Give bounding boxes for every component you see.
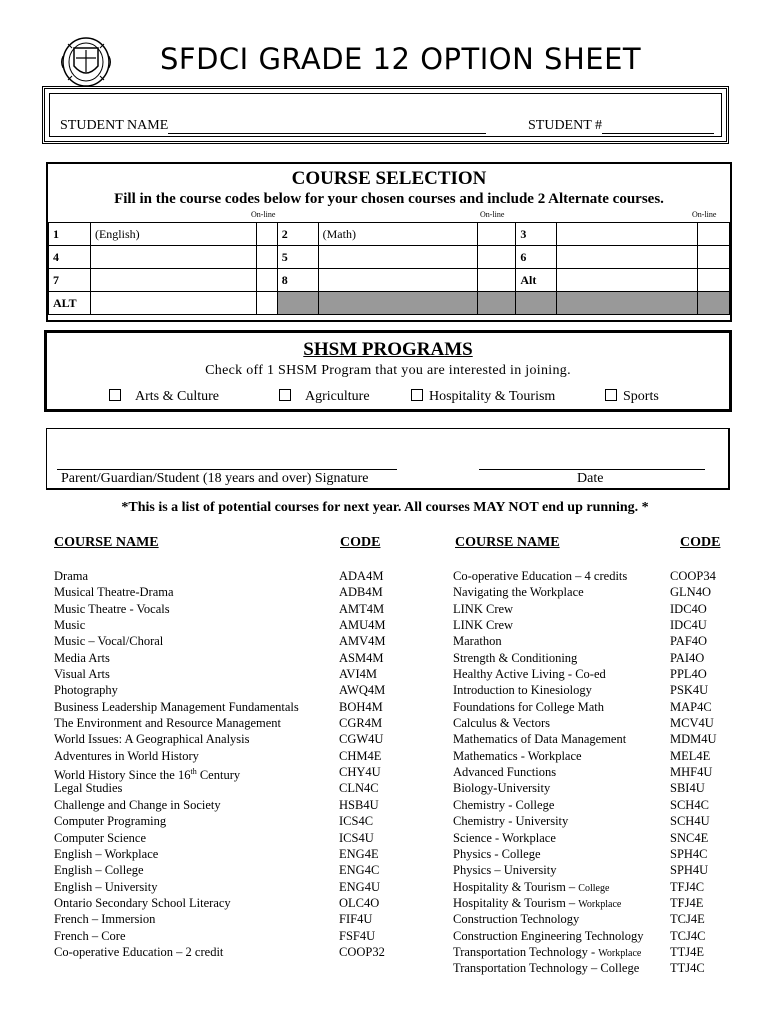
- course-code: MAP4C: [670, 699, 712, 714]
- course-name: Introduction to Kinesiology: [453, 683, 592, 698]
- slot-number: 5: [277, 246, 318, 269]
- course-name: LINK Crew: [453, 601, 514, 616]
- slot-number: 1: [49, 223, 91, 246]
- course-name: Music – Vocal/Choral: [54, 634, 164, 649]
- course-code: AWQ4M: [339, 683, 386, 698]
- right-course-names: [453, 568, 644, 977]
- online-checkbox[interactable]: [697, 246, 729, 269]
- course-code: COOP34: [670, 569, 716, 583]
- course-name: Computer Programing: [54, 814, 167, 829]
- shsm-programs-box: [44, 330, 732, 412]
- course-name: Challenge and Change in Society: [54, 797, 221, 812]
- course-code: MDM4U: [670, 732, 717, 747]
- course-code: TTJ4E: [670, 944, 705, 959]
- course-code: SCH4U: [670, 814, 710, 829]
- course-name: Construction Technology: [453, 912, 580, 927]
- date-field[interactable]: [479, 469, 705, 470]
- course-code: TFJ4E: [670, 895, 704, 910]
- course-name: Legal Studies: [54, 781, 123, 796]
- course-code: AMT4M: [339, 601, 385, 616]
- slot-number: Alt: [516, 269, 557, 292]
- shsm-option-agriculture[interactable]: Agriculture: [279, 389, 370, 405]
- course-code: PAI4O: [670, 650, 705, 665]
- student-name-label: STUDENT NAME: [60, 118, 169, 133]
- course-code: IDC4O: [670, 601, 707, 616]
- online-checkbox[interactable]: [478, 269, 516, 292]
- course-code: CGW4U: [339, 732, 384, 747]
- course-code: SCH4C: [670, 797, 709, 812]
- slot-number: 8: [277, 269, 318, 292]
- course-code: IDC4U: [670, 618, 707, 633]
- course-code-field[interactable]: [318, 269, 478, 292]
- student-number-label: STUDENT #: [528, 118, 603, 133]
- online-checkbox[interactable]: [478, 223, 516, 246]
- course-code: MEL4E: [670, 748, 711, 763]
- course-code: CGR4M: [339, 716, 383, 731]
- course-name: Photography: [54, 683, 118, 698]
- course-code-field[interactable]: (English): [90, 223, 256, 246]
- slot-number: 3: [516, 223, 557, 246]
- online-checkbox[interactable]: [256, 269, 277, 292]
- table-row: [49, 223, 730, 246]
- course-name: Co-operative Education – 2 credit: [54, 944, 224, 959]
- slot-number: 4: [49, 246, 91, 269]
- course-selection-box: [46, 162, 732, 322]
- date-label: Date: [577, 471, 604, 486]
- course-name: English – College: [54, 863, 144, 878]
- course-code: ENG4C: [339, 863, 380, 878]
- course-name: The Environment and Resource Management: [54, 716, 282, 731]
- signature-field[interactable]: [57, 469, 397, 470]
- course-name: Drama: [54, 569, 89, 583]
- course-code-field[interactable]: [557, 246, 698, 269]
- alt-label: ALT: [49, 292, 91, 315]
- table-row: [49, 292, 730, 315]
- student-number-field[interactable]: [602, 133, 714, 134]
- left-course-codes: [339, 568, 386, 960]
- online-label-1: On-line: [251, 210, 276, 219]
- course-code: ASM4M: [339, 650, 384, 665]
- online-label-2: On-line: [480, 210, 505, 219]
- course-name: Adventures in World History: [54, 748, 199, 763]
- course-code: ADB4M: [339, 585, 383, 600]
- course-code: FIF4U: [339, 912, 373, 927]
- course-code: ICS4U: [339, 830, 374, 845]
- course-code: BOH4M: [339, 699, 383, 714]
- signature-box: [46, 428, 730, 490]
- left-code-header: CODE: [340, 535, 381, 550]
- table-row: [49, 269, 730, 292]
- course-name: Transportation Technology - Workplace: [453, 944, 642, 959]
- right-course-name-header: COURSE NAME: [455, 535, 560, 550]
- course-name: Chemistry - University: [453, 814, 569, 829]
- course-name: Transportation Technology – College: [453, 961, 640, 976]
- online-label-3: On-line: [692, 210, 717, 219]
- course-name: World Issues: A Geographical Analysis: [54, 732, 250, 747]
- course-code: CHM4E: [339, 748, 382, 763]
- course-name: Biology-University: [453, 781, 551, 796]
- online-checkbox[interactable]: [697, 269, 729, 292]
- course-name: Business Leadership Management Fundamentals: [54, 699, 299, 714]
- course-code: SPH4U: [670, 863, 709, 878]
- course-name: Mathematics of Data Management: [453, 732, 627, 747]
- course-name: Calculus & Vectors: [453, 716, 550, 731]
- course-code-field[interactable]: [557, 269, 698, 292]
- page-title: SFDCI GRADE 12 OPTION SHEET: [160, 42, 642, 76]
- course-code: ENG4E: [339, 846, 379, 861]
- course-selection-instructions: Fill in the course codes below for your chosen courses and include 2 Alternate courses.: [114, 191, 664, 207]
- course-selection-table: [48, 222, 730, 315]
- course-code: SBI4U: [670, 781, 705, 796]
- school-crest-icon: [60, 36, 112, 88]
- course-code: AMV4M: [339, 634, 386, 649]
- course-code: HSB4U: [339, 797, 379, 812]
- course-name: English – University: [54, 879, 158, 894]
- slot-number: 6: [516, 246, 557, 269]
- course-code: TCJ4E: [670, 912, 705, 927]
- course-code: PAF4O: [670, 634, 708, 649]
- course-name: Musical Theatre-Drama: [54, 585, 174, 600]
- course-code: ICS4C: [339, 814, 374, 829]
- course-code: SNC4E: [670, 830, 709, 845]
- left-course-name-header: COURSE NAME: [54, 535, 159, 550]
- course-code: MHF4U: [670, 765, 713, 780]
- shsm-option-hospitality-tourism[interactable]: Hospitality & Tourism: [411, 389, 555, 405]
- course-name: Marathon: [453, 634, 502, 649]
- course-name: Healthy Active Living - Co-ed: [453, 667, 606, 682]
- course-code: COOP32: [339, 944, 385, 959]
- course-code: CHY4U: [339, 765, 381, 780]
- course-name: Strength & Conditioning: [453, 650, 578, 665]
- course-name: Music Theatre - Vocals: [54, 601, 170, 616]
- course-name: LINK Crew: [453, 618, 514, 633]
- online-checkbox[interactable]: [478, 246, 516, 269]
- student-info-box: [42, 86, 729, 144]
- course-code: SPH4C: [670, 846, 708, 861]
- online-checkbox[interactable]: [256, 292, 277, 315]
- course-code: OLC4O: [339, 895, 380, 910]
- course-code-field[interactable]: [90, 269, 256, 292]
- course-name: Hospitality & Tourism – College: [453, 879, 610, 894]
- course-name: Navigating the Workplace: [453, 585, 584, 600]
- course-code: AVI4M: [339, 667, 377, 682]
- course-name: Mathematics - Workplace: [453, 748, 582, 763]
- left-course-names: [54, 568, 299, 960]
- course-name: French – Core: [54, 928, 126, 943]
- course-selection-heading: COURSE SELECTION: [291, 168, 487, 189]
- checkbox-icon[interactable]: [279, 389, 291, 401]
- course-name: World History Since the 16th Century: [54, 767, 241, 783]
- course-name: Visual Arts: [54, 667, 110, 682]
- right-code-header: CODE: [680, 535, 721, 550]
- right-course-codes: [670, 568, 717, 977]
- student-name-field[interactable]: [168, 133, 486, 134]
- checkbox-icon[interactable]: [411, 389, 423, 401]
- checkbox-icon[interactable]: [109, 389, 121, 401]
- course-name: Foundations for College Math: [453, 699, 605, 714]
- course-name: Hospitality & Tourism – Workplace: [453, 895, 622, 910]
- course-code: ADA4M: [339, 569, 384, 583]
- course-name: Physics – University: [453, 863, 557, 878]
- shsm-option-arts-culture[interactable]: Arts & Culture: [109, 389, 219, 405]
- course-name: Chemistry - College: [453, 797, 555, 812]
- course-name: Computer Science: [54, 830, 146, 845]
- course-name: Media Arts: [54, 650, 110, 665]
- course-name: Advanced Functions: [453, 765, 557, 780]
- slot-number: 7: [49, 269, 91, 292]
- online-checkbox[interactable]: [697, 223, 729, 246]
- course-code: ENG4U: [339, 879, 380, 894]
- shsm-option-sports[interactable]: Sports: [605, 389, 659, 405]
- course-code: GLN4O: [670, 585, 711, 600]
- course-name: French – Immersion: [54, 912, 156, 927]
- course-code-field[interactable]: (Math): [318, 223, 478, 246]
- course-code: AMU4M: [339, 618, 386, 633]
- course-code-field[interactable]: [90, 246, 256, 269]
- course-code: PPL4O: [670, 667, 707, 682]
- shsm-instructions: Check off 1 SHSM Program that you are interested in joining.: [205, 363, 571, 378]
- course-name: Co-operative Education – 4 credits: [453, 569, 628, 583]
- course-name: Construction Engineering Technology: [453, 928, 644, 943]
- checkbox-icon[interactable]: [605, 389, 617, 401]
- course-code-field[interactable]: [557, 223, 698, 246]
- online-checkbox[interactable]: [256, 223, 277, 246]
- course-code: TCJ4C: [670, 928, 706, 943]
- course-name: Music: [54, 618, 86, 633]
- course-name: English – Workplace: [54, 846, 159, 861]
- course-name: Physics - College: [453, 846, 541, 861]
- alt-course-code-field[interactable]: [90, 292, 256, 315]
- signature-label: Parent/Guardian/Student (18 years and over) Signature: [61, 471, 369, 486]
- course-code-field[interactable]: [318, 246, 478, 269]
- course-code: TTJ4C: [670, 961, 705, 976]
- course-list-note: *This is a list of potential courses for next year. All courses MAY NOT end up running. *: [121, 500, 649, 515]
- course-code: PSK4U: [670, 683, 709, 698]
- table-row: [49, 246, 730, 269]
- course-code: TFJ4C: [670, 879, 705, 894]
- course-name: Science - Workplace: [453, 830, 556, 845]
- course-code: FSF4U: [339, 928, 376, 943]
- shsm-heading: SHSM PROGRAMS: [303, 339, 473, 360]
- course-code: CLN4C: [339, 781, 379, 796]
- slot-number: 2: [277, 223, 318, 246]
- online-checkbox[interactable]: [256, 246, 277, 269]
- course-code: MCV4U: [670, 716, 714, 731]
- course-name: Ontario Secondary School Literacy: [54, 895, 231, 910]
